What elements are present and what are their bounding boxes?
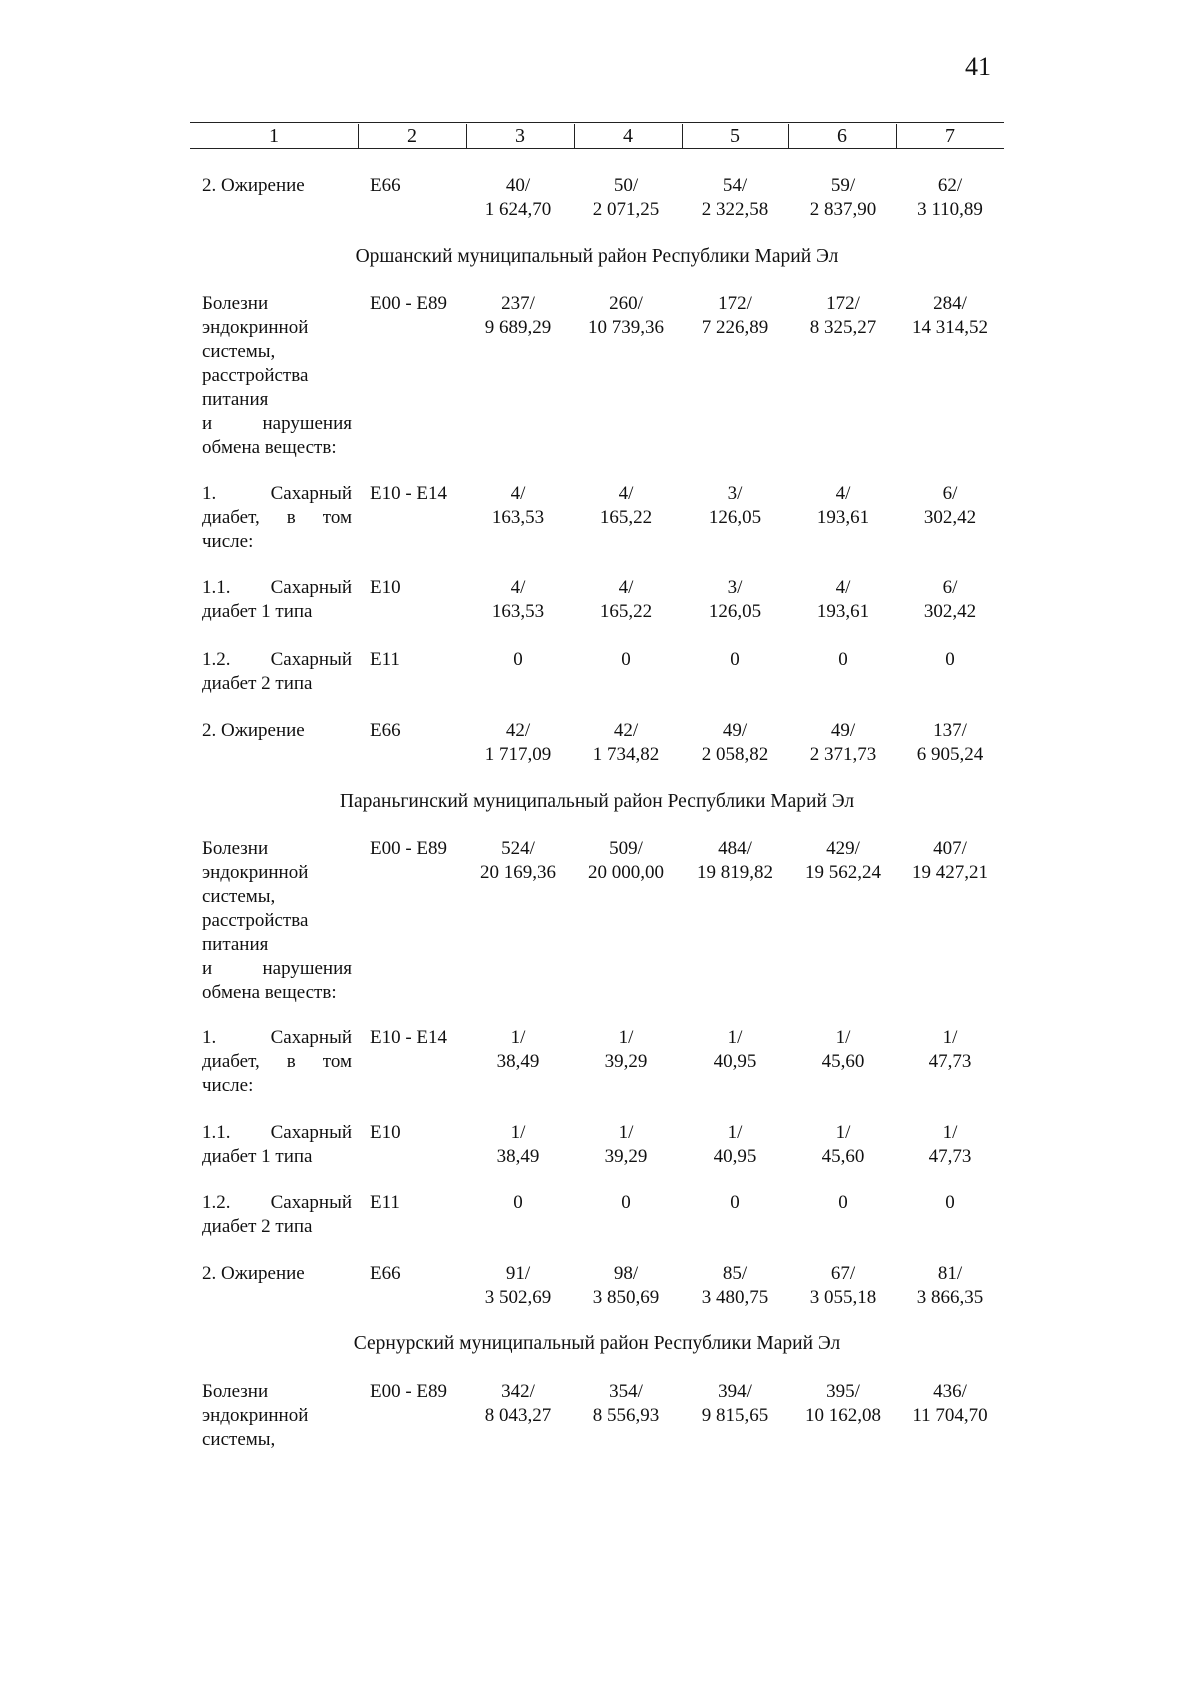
disease-name-line: диабет 1 типа [202, 601, 313, 622]
case-count: 0 [838, 649, 848, 670]
value-cell [682, 482, 788, 530]
value-cell [790, 1121, 896, 1169]
rate-value: 10 162,08 [805, 1405, 881, 1426]
rate-value: 45,60 [821, 1146, 865, 1167]
rate-value: 302,42 [923, 507, 977, 528]
header-cell-4: 4 [623, 125, 633, 147]
value-cell [465, 1121, 571, 1169]
case-count: 342/ [501, 1381, 535, 1402]
disease-name-line: Болезни [202, 1381, 269, 1402]
disease-name-line: 1.2. Сахарный [202, 1192, 352, 1213]
value-cell [790, 1380, 896, 1428]
rate-value: 38,49 [496, 1146, 540, 1167]
case-count: 395/ [826, 1381, 860, 1402]
rate-value: 3 866,35 [916, 1287, 984, 1308]
rate-value: 3 480,75 [701, 1287, 769, 1308]
rate-value: 193,61 [816, 601, 870, 622]
case-count: 354/ [609, 1381, 643, 1402]
rate-value: 19 562,24 [805, 862, 881, 883]
case-count: 1/ [510, 1122, 526, 1143]
case-count: 0 [945, 649, 955, 670]
case-count: 1/ [727, 1027, 743, 1048]
rate-value: 11 704,70 [912, 1405, 988, 1426]
value-cell [897, 1026, 1003, 1074]
rate-value: 1 717,09 [484, 744, 552, 765]
rate-value: 3 502,69 [484, 1287, 552, 1308]
rate-value: 40,95 [713, 1051, 757, 1072]
value-cell [682, 1191, 788, 1215]
value-cell [573, 1121, 679, 1169]
disease-name [202, 1026, 352, 1098]
rate-value: 2 322,58 [701, 199, 769, 220]
value-cell [465, 292, 571, 340]
value-cell [790, 174, 896, 222]
icd-code: E00 - E89 [370, 1381, 448, 1402]
case-count: 0 [513, 1192, 523, 1213]
header-top-rule [190, 122, 1004, 123]
case-count: 407/ [933, 838, 967, 859]
rate-value: 20 169,36 [480, 862, 556, 883]
disease-name-line: Болезни [202, 838, 269, 859]
header-cell-5: 5 [730, 125, 740, 147]
case-count: 4/ [510, 483, 526, 504]
case-count: 284/ [933, 293, 967, 314]
value-cell [790, 1026, 896, 1074]
case-count: 4/ [618, 483, 634, 504]
rate-value: 8 325,27 [809, 317, 877, 338]
case-count: 6/ [942, 483, 958, 504]
disease-name-line: 1.1. Сахарный [202, 1122, 352, 1143]
disease-name-line: системы, [202, 341, 276, 362]
disease-name-line: 2. Ожирение [202, 175, 305, 196]
rate-value: 126,05 [708, 601, 762, 622]
rate-value: 7 226,89 [701, 317, 769, 338]
disease-name-line: питания [202, 934, 269, 955]
header-cell-7: 7 [945, 125, 955, 147]
rate-value: 45,60 [821, 1051, 865, 1072]
disease-name [202, 837, 352, 1005]
disease-name [202, 719, 352, 743]
case-count: 98/ [613, 1263, 639, 1284]
value-cell [573, 719, 679, 767]
value-cell [682, 292, 788, 340]
case-count: 137/ [933, 720, 967, 741]
value-cell [682, 648, 788, 672]
disease-name-line: диабет 2 типа [202, 673, 313, 694]
value-cell [465, 1026, 571, 1074]
value-cell [790, 576, 896, 624]
value-cell [897, 1262, 1003, 1310]
case-count: 1/ [618, 1027, 634, 1048]
rate-value: 2 371,73 [809, 744, 877, 765]
case-count: 42/ [613, 720, 639, 741]
value-cell [465, 482, 571, 530]
header-cell-2: 2 [407, 125, 417, 147]
disease-name-line: питания [202, 389, 269, 410]
disease-name-line: системы, [202, 886, 276, 907]
value-cell [465, 837, 571, 885]
rate-value: 19 427,21 [912, 862, 988, 883]
value-cell [790, 837, 896, 885]
disease-name-line: числе: [202, 1075, 254, 1096]
value-cell [790, 719, 896, 767]
rate-value: 3 055,18 [809, 1287, 877, 1308]
region-heading: Параньгинский муниципальный район Республики Марий Эл [339, 791, 855, 812]
value-cell [573, 576, 679, 624]
icd-code: E00 - E89 [370, 293, 448, 314]
case-count: 3/ [727, 483, 743, 504]
case-count: 4/ [835, 577, 851, 598]
value-cell [465, 174, 571, 222]
value-cell [897, 1121, 1003, 1169]
rate-value: 8 043,27 [484, 1405, 552, 1426]
case-count: 172/ [718, 293, 752, 314]
value-cell [682, 837, 788, 885]
case-count: 509/ [609, 838, 643, 859]
value-cell [682, 576, 788, 624]
case-count: 524/ [501, 838, 535, 859]
rate-value: 38,49 [496, 1051, 540, 1072]
case-count: 85/ [722, 1263, 748, 1284]
rate-value: 193,61 [816, 507, 870, 528]
disease-name [202, 292, 352, 460]
case-count: 49/ [830, 720, 856, 741]
disease-name [202, 1191, 352, 1239]
case-count: 54/ [722, 175, 748, 196]
value-cell [573, 292, 679, 340]
icd-code: E00 - E89 [370, 838, 448, 859]
value-cell [682, 1121, 788, 1169]
value-cell [573, 837, 679, 885]
case-count: 81/ [937, 1263, 963, 1284]
value-cell [682, 1262, 788, 1310]
rate-value: 3 850,69 [592, 1287, 660, 1308]
case-count: 0 [838, 1192, 848, 1213]
region-heading: Сернурский муниципальный район Республики Марий Эл [353, 1333, 841, 1354]
rate-value: 302,42 [923, 601, 977, 622]
value-cell [790, 1191, 896, 1215]
case-count: 429/ [826, 838, 860, 859]
page-number: 41 [965, 52, 991, 81]
icd-code: E11 [370, 649, 400, 670]
value-cell [573, 1380, 679, 1428]
rate-value: 126,05 [708, 507, 762, 528]
rate-value: 39,29 [604, 1051, 648, 1072]
rate-value: 2 837,90 [809, 199, 877, 220]
value-cell [573, 1026, 679, 1074]
disease-name-line: 2. Ожирение [202, 720, 305, 741]
value-cell [897, 482, 1003, 530]
disease-name [202, 174, 352, 198]
case-count: 3/ [727, 577, 743, 598]
value-cell [682, 1026, 788, 1074]
case-count: 237/ [501, 293, 535, 314]
rate-value: 1 624,70 [484, 199, 552, 220]
case-count: 1/ [618, 1122, 634, 1143]
value-cell [897, 719, 1003, 767]
disease-name-line: расстройства [202, 910, 309, 931]
value-cell [682, 174, 788, 222]
disease-name [202, 1380, 352, 1452]
case-count: 59/ [830, 175, 856, 196]
case-count: 436/ [933, 1381, 967, 1402]
rate-value: 9 815,65 [701, 1405, 769, 1426]
disease-name [202, 1262, 352, 1286]
case-count: 4/ [835, 483, 851, 504]
value-cell [465, 576, 571, 624]
case-count: 260/ [609, 293, 643, 314]
header-cell-6: 6 [837, 125, 847, 147]
value-cell [790, 482, 896, 530]
disease-name-line: и нарушения [202, 958, 352, 979]
disease-name-line: 1.2. Сахарный [202, 649, 352, 670]
value-cell [790, 292, 896, 340]
value-cell [465, 1380, 571, 1428]
rate-value: 19 819,82 [697, 862, 773, 883]
case-count: 0 [730, 1192, 740, 1213]
rate-value: 2 058,82 [701, 744, 769, 765]
disease-name-line: обмена веществ: [202, 982, 337, 1003]
rate-value: 165,22 [599, 507, 653, 528]
value-cell [573, 174, 679, 222]
header-bottom-rule [190, 148, 1004, 149]
case-count: 40/ [505, 175, 531, 196]
value-cell [573, 648, 679, 672]
disease-name-line: расстройства [202, 365, 309, 386]
case-count: 1/ [727, 1122, 743, 1143]
value-cell [465, 1191, 571, 1215]
disease-name-line: эндокринной [202, 1405, 309, 1426]
header-cell-3: 3 [515, 125, 525, 147]
case-count: 484/ [718, 838, 752, 859]
case-count: 0 [945, 1192, 955, 1213]
case-count: 4/ [510, 577, 526, 598]
case-count: 42/ [505, 720, 531, 741]
disease-name-line: Болезни [202, 293, 269, 314]
case-count: 0 [621, 649, 631, 670]
case-count: 0 [730, 649, 740, 670]
header-cell-1: 1 [269, 125, 279, 147]
disease-name-line: 1. Сахарный [202, 483, 352, 504]
disease-name-line: обмена веществ: [202, 437, 337, 458]
case-count: 1/ [835, 1027, 851, 1048]
case-count: 394/ [718, 1381, 752, 1402]
value-cell [897, 1191, 1003, 1215]
value-cell [682, 1380, 788, 1428]
value-cell [573, 482, 679, 530]
rate-value: 6 905,24 [916, 744, 984, 765]
rate-value: 163,53 [491, 601, 545, 622]
disease-name [202, 648, 352, 696]
case-count: 6/ [942, 577, 958, 598]
value-cell [897, 648, 1003, 672]
case-count: 4/ [618, 577, 634, 598]
icd-code: E66 [370, 720, 401, 741]
icd-code: E11 [370, 1192, 400, 1213]
value-cell [790, 648, 896, 672]
case-count: 50/ [613, 175, 639, 196]
value-cell [897, 576, 1003, 624]
value-cell [682, 719, 788, 767]
case-count: 62/ [937, 175, 963, 196]
rate-value: 165,22 [599, 601, 653, 622]
disease-name-line: 2. Ожирение [202, 1263, 305, 1284]
disease-name [202, 482, 352, 554]
icd-code: E10 - E14 [370, 483, 448, 504]
value-cell [897, 837, 1003, 885]
icd-code: E10 [370, 1122, 401, 1143]
disease-name-line: диабет, в том [202, 1051, 352, 1072]
rate-value: 10 739,36 [588, 317, 664, 338]
disease-name [202, 1121, 352, 1169]
rate-value: 47,73 [928, 1146, 972, 1167]
value-cell [897, 1380, 1003, 1428]
case-count: 1/ [835, 1122, 851, 1143]
case-count: 91/ [505, 1263, 531, 1284]
icd-code: E66 [370, 1263, 401, 1284]
case-count: 172/ [826, 293, 860, 314]
rate-value: 8 556,93 [592, 1405, 660, 1426]
disease-name-line: эндокринной [202, 862, 309, 883]
disease-name-line: диабет 2 типа [202, 1216, 313, 1237]
rate-value: 20 000,00 [588, 862, 664, 883]
value-cell [465, 648, 571, 672]
disease-name-line: системы, [202, 1429, 276, 1450]
case-count: 67/ [830, 1263, 856, 1284]
icd-code: E10 - E14 [370, 1027, 448, 1048]
disease-name-line: эндокринной [202, 317, 309, 338]
case-count: 0 [513, 649, 523, 670]
region-heading: Оршанский муниципальный район Республики Марий Эл [355, 246, 839, 267]
case-count: 1/ [942, 1027, 958, 1048]
rate-value: 47,73 [928, 1051, 972, 1072]
case-count: 0 [621, 1192, 631, 1213]
icd-code: E10 [370, 577, 401, 598]
disease-name-line: 1. Сахарный [202, 1027, 352, 1048]
disease-name-line: диабет, в том [202, 507, 352, 528]
rate-value: 2 071,25 [592, 199, 660, 220]
case-count: 49/ [722, 720, 748, 741]
rate-value: 163,53 [491, 507, 545, 528]
case-count: 1/ [510, 1027, 526, 1048]
rate-value: 14 314,52 [912, 317, 988, 338]
value-cell [897, 292, 1003, 340]
disease-name-line: и нарушения [202, 413, 352, 434]
rate-value: 9 689,29 [484, 317, 552, 338]
rate-value: 39,29 [604, 1146, 648, 1167]
disease-name-line: диабет 1 типа [202, 1146, 313, 1167]
value-cell [790, 1262, 896, 1310]
value-cell [897, 174, 1003, 222]
disease-name [202, 576, 352, 624]
icd-code: E66 [370, 175, 401, 196]
disease-name-line: числе: [202, 531, 254, 552]
rate-value: 3 110,89 [917, 199, 983, 220]
rate-value: 1 734,82 [592, 744, 660, 765]
value-cell [573, 1262, 679, 1310]
value-cell [465, 1262, 571, 1310]
disease-name-line: 1.1. Сахарный [202, 577, 352, 598]
value-cell [465, 719, 571, 767]
case-count: 1/ [942, 1122, 958, 1143]
value-cell [573, 1191, 679, 1215]
rate-value: 40,95 [713, 1146, 757, 1167]
